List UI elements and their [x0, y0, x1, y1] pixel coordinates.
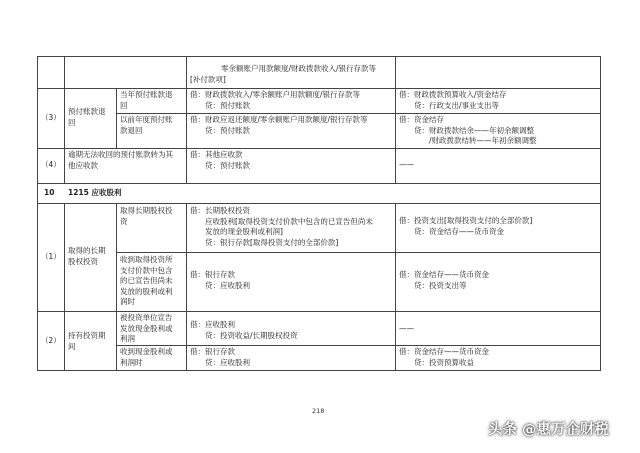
rule: [37, 311, 601, 312]
rule: [186, 203, 187, 371]
rule: [37, 203, 601, 204]
rule: [37, 56, 601, 57]
s2-number: （2）: [41, 336, 61, 345]
rule: [64, 56, 65, 184]
s1-sub1-financial: 借：长期股权投资 应收股利[取得投资支付价款中包含的已宣告但尚未 发放的现金股利或利润] 贷：银行存款[取得投资支付的全部价款]: [190, 206, 373, 247]
s2-item: 持有投资期 间: [68, 331, 106, 351]
s2-sub1-situation: 被投资单位宣告 发放现金股利或 利润: [120, 313, 173, 343]
rule: [116, 345, 601, 346]
s1-sub1-budget: 借：投资支出[取得投资支付的全部价款] 贷：资金结存——货币资金: [399, 216, 533, 236]
rule: [116, 252, 601, 253]
row4-item: 逾期无法收回的预付账款转为其 他应收款: [68, 150, 173, 170]
s1-sub2-budget: 借：资金结存——货币资金 贷：投资支出等: [399, 270, 489, 290]
row3-sub1-situation: 当年预付账款退 回: [120, 90, 173, 110]
rule: [37, 88, 601, 89]
section-title: 1215 应收股利: [68, 188, 122, 197]
rule: [64, 203, 65, 371]
rule: [600, 56, 601, 371]
rule: [37, 370, 601, 371]
rule: [186, 56, 187, 184]
row4-budget: ——: [399, 160, 414, 169]
row3-number: （3）: [41, 113, 61, 122]
rule: [116, 113, 601, 114]
row3-sub1-financial: 借：财政拨款收入/零余额账户用款额度/银行存款等 贷：预付账款: [190, 90, 361, 110]
s1-sub2-financial: 借：银行存款 贷：应收股利: [190, 270, 250, 290]
s2-sub2-budget: 借：资金结存——货币资金 贷：投资预算收益: [399, 347, 489, 367]
page-number: 218: [312, 407, 325, 415]
continuation-debit: 零余额账户用款额度/财政拨款收入/银行存款等: [221, 64, 377, 73]
rule: [116, 88, 117, 149]
continuation-credit: [补付款项]: [190, 75, 226, 84]
rule: [395, 56, 396, 184]
section-number: 10: [44, 188, 55, 197]
row3-sub2-situation: 以前年度预付账 款退回: [120, 115, 173, 135]
row3-item: 预付账款退 回: [68, 107, 106, 127]
s1-sub1-situation: 取得长期股权投 资: [120, 206, 173, 226]
rule: [37, 183, 601, 184]
s2-sub1-budget: ——: [399, 324, 414, 333]
rule: [37, 148, 601, 149]
row3-sub2-financial: 借：财政应返还额度/零余额账户用款额度/银行存款等 贷：预付账款: [190, 115, 368, 135]
watermark-text: 头条 @惠万企财税: [488, 422, 610, 438]
rule: [37, 56, 38, 371]
s2-sub2-financial: 借：银行存款 贷：应收股利: [190, 347, 250, 367]
rule: [116, 203, 117, 371]
s1-number: （1）: [41, 252, 61, 261]
rule: [395, 203, 396, 371]
row4-number: （4）: [41, 160, 61, 169]
s1-sub2-situation: 收到取得投资所 支付价款中包含 的已宣告但尚未 发放的股利或利 润时: [120, 255, 173, 306]
s1-item: 取得的长期 股权投资: [68, 246, 106, 266]
s2-sub2-situation: 收到现金股利或 利润时: [120, 347, 173, 367]
row3-sub1-budget: 借：财政拨款预算收入/资金结存 贷：行政支出/事业支出等: [399, 90, 507, 110]
row3-sub2-budget: 借：资金结存 贷：财政拨款结余——年初余额调整 /财政拨款结转——年初余额调整: [399, 115, 537, 145]
row4-financial: 借：其他应收款 贷：预付账款: [190, 150, 250, 170]
s2-sub1-financial: 借：应收股利 贷：投资收益/长期股权投资: [190, 320, 298, 340]
